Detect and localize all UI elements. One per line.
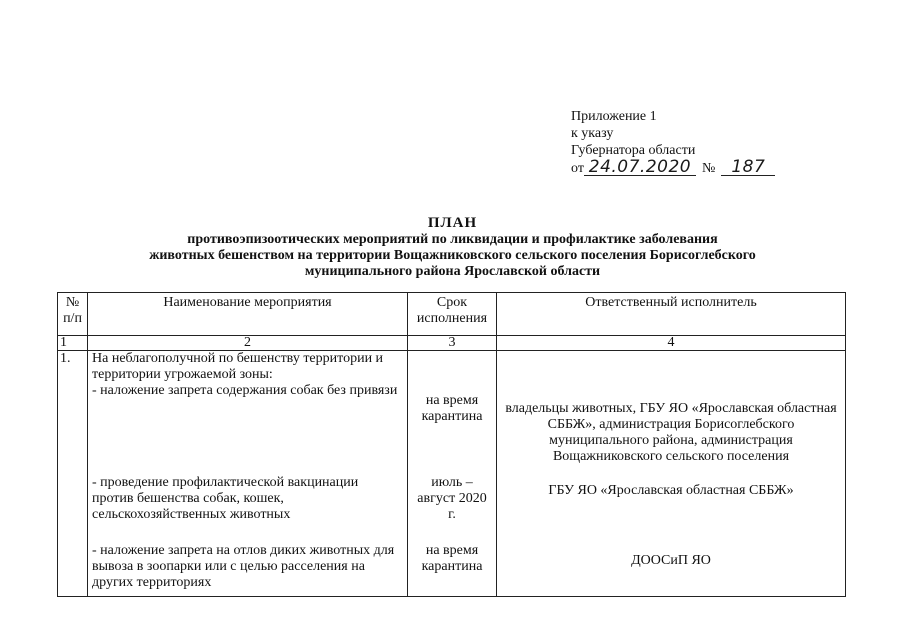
appendix-date-line bbox=[571, 159, 775, 177]
plan-title: ПЛАН bbox=[427, 215, 478, 231]
handwritten-date: 24.07.2020 bbox=[584, 159, 696, 176]
appendix-line-2: к указу bbox=[571, 126, 614, 141]
col-number-1: 1 bbox=[58, 336, 88, 351]
item-2-term: июль – август 2020 г. bbox=[417, 475, 487, 522]
appendix-line-3: Губернатора области bbox=[571, 143, 696, 158]
col-number-2: 2 bbox=[88, 336, 408, 351]
table-row bbox=[58, 351, 846, 597]
header-num: № п/п bbox=[58, 293, 88, 336]
plan-table bbox=[57, 292, 846, 597]
item-1-term: на время карантина bbox=[421, 393, 483, 424]
table-header-row bbox=[58, 293, 846, 336]
item-1-name: - наложение запрета содержания собак без привязи bbox=[92, 383, 398, 398]
number-label: № bbox=[701, 161, 716, 176]
item-2-resp: ГБУ ЯО «Ярославская областная СББЖ» bbox=[548, 483, 794, 498]
plan-subtitle-line-1: противоэпизоотических мероприятий по ликвидации и профилактике заболевания bbox=[187, 232, 718, 247]
row-term-cell bbox=[408, 351, 497, 597]
plan-subtitle-line-3: муниципального района Ярославской области bbox=[304, 264, 601, 279]
header-term: Срок исполнения bbox=[408, 293, 497, 336]
row-name-cell bbox=[88, 351, 408, 597]
row-intro-text: На неблагополучной по бешенству территории и территории угрожаемой зоны: bbox=[92, 351, 384, 382]
plan-subtitle-line-2: животных бешенством на территории Вощажниковского сельского поселения Борисоглебского bbox=[149, 248, 756, 263]
from-label: от bbox=[571, 161, 584, 176]
header-name: Наименование мероприятия bbox=[88, 293, 408, 336]
item-3-name: - наложение запрета на отлов диких животных для вывоза в зоопарки или с целью расселения на других территориях bbox=[92, 543, 395, 590]
item-1-resp: владельцы животных, ГБУ ЯО «Ярославская областная СББЖ», администрация Борисоглебского муниципального района, администрация Вощажниковского сельского поселения bbox=[505, 401, 837, 464]
appendix-block bbox=[571, 108, 775, 177]
item-2-name: - проведение профилактической вакцинации против бешенства собак, кошек, сельскохозяйственных животных bbox=[92, 475, 359, 522]
plan-heading bbox=[100, 214, 805, 280]
row-intro bbox=[92, 351, 403, 383]
item-3-resp: ДООСиП ЯО bbox=[631, 553, 711, 568]
appendix-line-1: Приложение 1 bbox=[571, 109, 657, 124]
header-resp: Ответственный исполнитель bbox=[497, 293, 846, 336]
col-number-3: 3 bbox=[408, 336, 497, 351]
row-number: 1. bbox=[58, 351, 88, 597]
column-numbers-row bbox=[58, 336, 846, 351]
row-resp-cell bbox=[497, 351, 846, 597]
handwritten-number: 187 bbox=[721, 159, 775, 176]
item-3-term: на время карантина bbox=[421, 543, 483, 574]
col-number-4: 4 bbox=[497, 336, 846, 351]
